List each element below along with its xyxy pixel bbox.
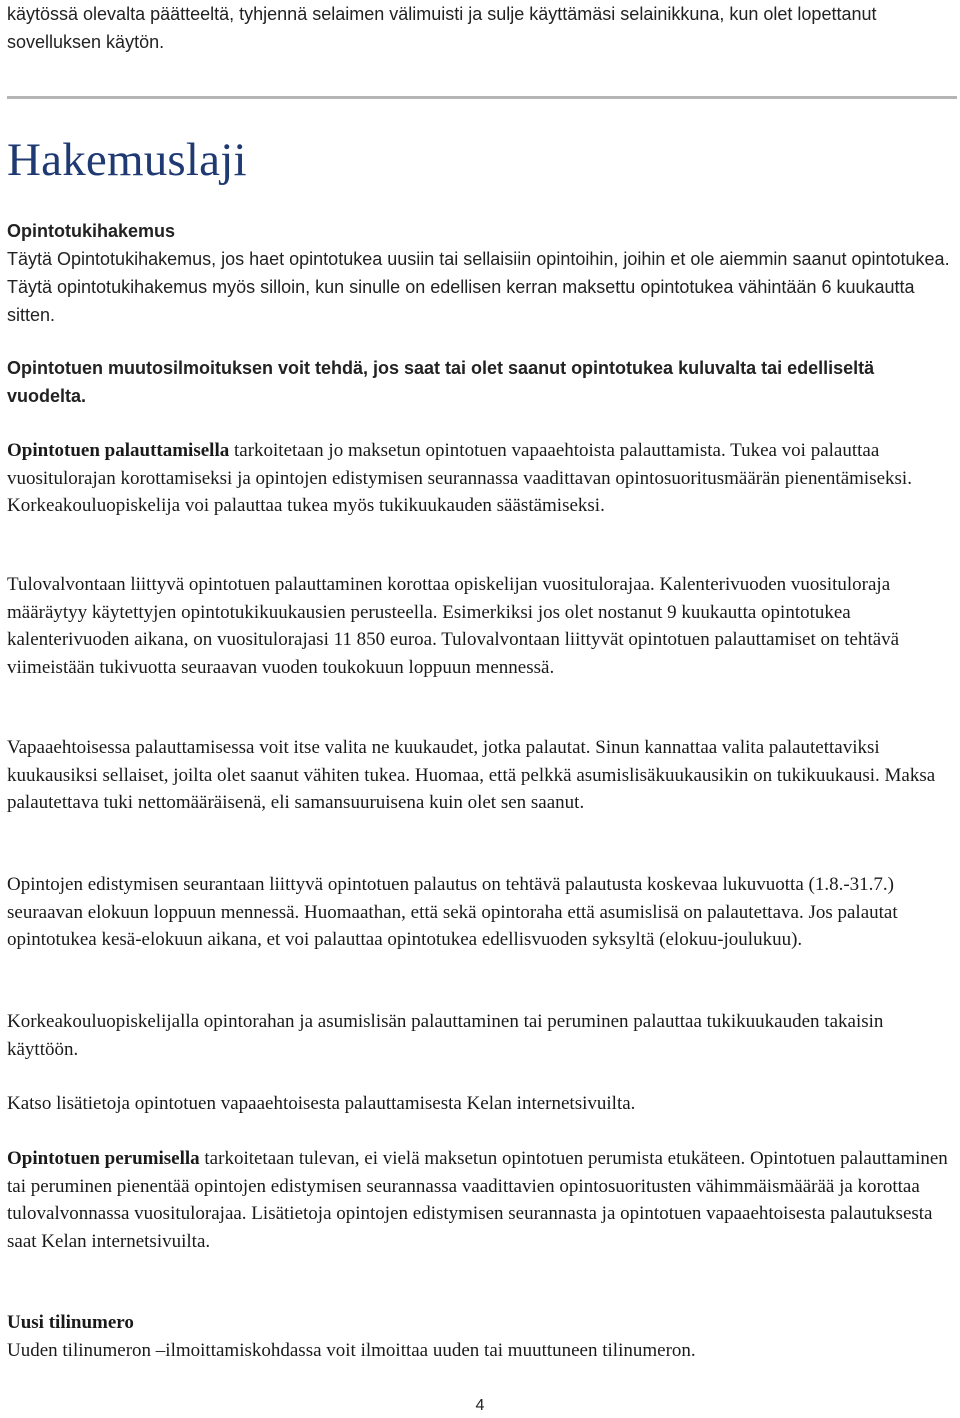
section-title: Opintotukihakemus (7, 221, 176, 241)
page-number: 4 (475, 1397, 485, 1414)
section-tilinumero (7, 1309, 957, 1364)
paragraph-lisatietoja: Katso lisätietoja opintotuen vapaaehtoisesta palauttamisesta Kelan internetsivuilta. (7, 1093, 636, 1114)
paragraph-tulovalvonta: Tulovalvontaan liittyvä opintotuen palauttaminen korottaa opiskelijan vuositulorajaa. Kalenterivuoden vuosituloraja määräytyy käytettyjen opintotukikuukausien perusteella. Esimerkiksi jos olet nostanut 9 kuukautta opintotukea kalenterivuoden aikana, on vuositulorajasi 11 850 euroa. Tulovalvontaan liittyvät opintotuen palauttamiset on tehtävä viimeistään tukivuotta seuraavan vuoden toukokuun loppuun mennessä. (7, 574, 900, 678)
section-title: Uusi tilinumero (7, 1312, 134, 1333)
palauttaminen-text: tarkoitetaan jo maksetun opintotuen vapaaehtoista palauttamista. Tukea voi palauttaa vuositulorajan korottamiseksi ja opintojen edistymisen seurannassa vaadittavan opintosuoritusmäärän pienentämiseksi. Korkeakouluopiskelija voi palauttaa tukea myös tukikuukauden säästämiseksi. (7, 440, 912, 516)
section-body: Täytä Opintotukihakemus, jos haet opintotukea uusiin tai sellaisiin opintoihin, joihin et ole aiemmin saanut opintotukea. Täytä opintotukihakemus myös silloin, kun sinulle on edellisen kerran maksettu opintotukea vähintään 6 kuukautta sitten. (7, 249, 950, 325)
paragraph-korkeakoulu: Korkeakouluopiskelijalla opintorahan ja asumislisän palauttaminen tai peruminen palauttaa tukikuukauden takaisin käyttöön. (7, 1011, 884, 1060)
section-opintotukihakemus (7, 217, 957, 329)
page-title: Hakemuslaji (7, 134, 247, 186)
paragraph-palauttaminen (7, 437, 957, 520)
muutosilmoitus-note: Opintotuen muutosilmoituksen voit tehdä, jos saat tai olet saanut opintotukea kuluvalta tai edelliseltä vuodelta. (7, 358, 875, 406)
section-body: Uuden tilinumeron –ilmoittamiskohdassa voit ilmoittaa uuden tai muuttuneen tilinumeron. (7, 1339, 696, 1361)
horizontal-divider (7, 96, 957, 99)
peruminen-text: tarkoitetaan tulevan, ei vielä maksetun opintotuen perumista etukäteen. Opintotuen palauttaminen tai peruminen pienentää opintojen edistymisen seurannassa vaadittavien opintosuoritusten vähimmäismäärää ja korottaa tulovalvonnassa vuositulorajaa. Lisätietoja opintojen edistymisen seurannasta ja opintotuen vapaaehtoisesta palautuksesta saat Kelan internetsivuilta. (7, 1148, 948, 1252)
paragraph-peruminen (7, 1145, 957, 1255)
paragraph-edistyminen: Opintojen edistymisen seurantaan liittyvä opintotuen palautus on tehtävä palautusta koskevaa lukuvuotta (1.8.-31.7.) seuraavan elokuun loppuun mennessä. Huomaathan, että sekä opintoraha että asumislisä on palautettava. Jos palautat opintotukea kesä-elokuun aikana, et voi palauttaa opintotukea edellisvuoden syksyltä (elokuu-joulukuu). (7, 874, 898, 950)
paragraph-vapaaehtoinen: Vapaaehtoisessa palauttamisessa voit itse valita ne kuukaudet, jotka palautat. Sinun kannattaa valita palautettaviksi kuukausiksi sellaiset, joilta olet saanut vähiten tukea. Huomaa, että pelkkä asumislisäkuukausikin on tukikuukausi. Maksa palautettava tuki nettomääräisenä, eli samansuuruisena kuin olet sen saanut. (7, 737, 936, 813)
term-palauttaminen: Opintotuen palauttamisella (7, 440, 230, 461)
intro-text: käytössä olevalta päätteeltä, tyhjennä selaimen välimuisti ja sulje käyttämäsi selainikkuna, kun olet lopettanut sovelluksen käytön. (7, 4, 877, 52)
term-peruminen: Opintotuen perumisella (7, 1148, 200, 1169)
